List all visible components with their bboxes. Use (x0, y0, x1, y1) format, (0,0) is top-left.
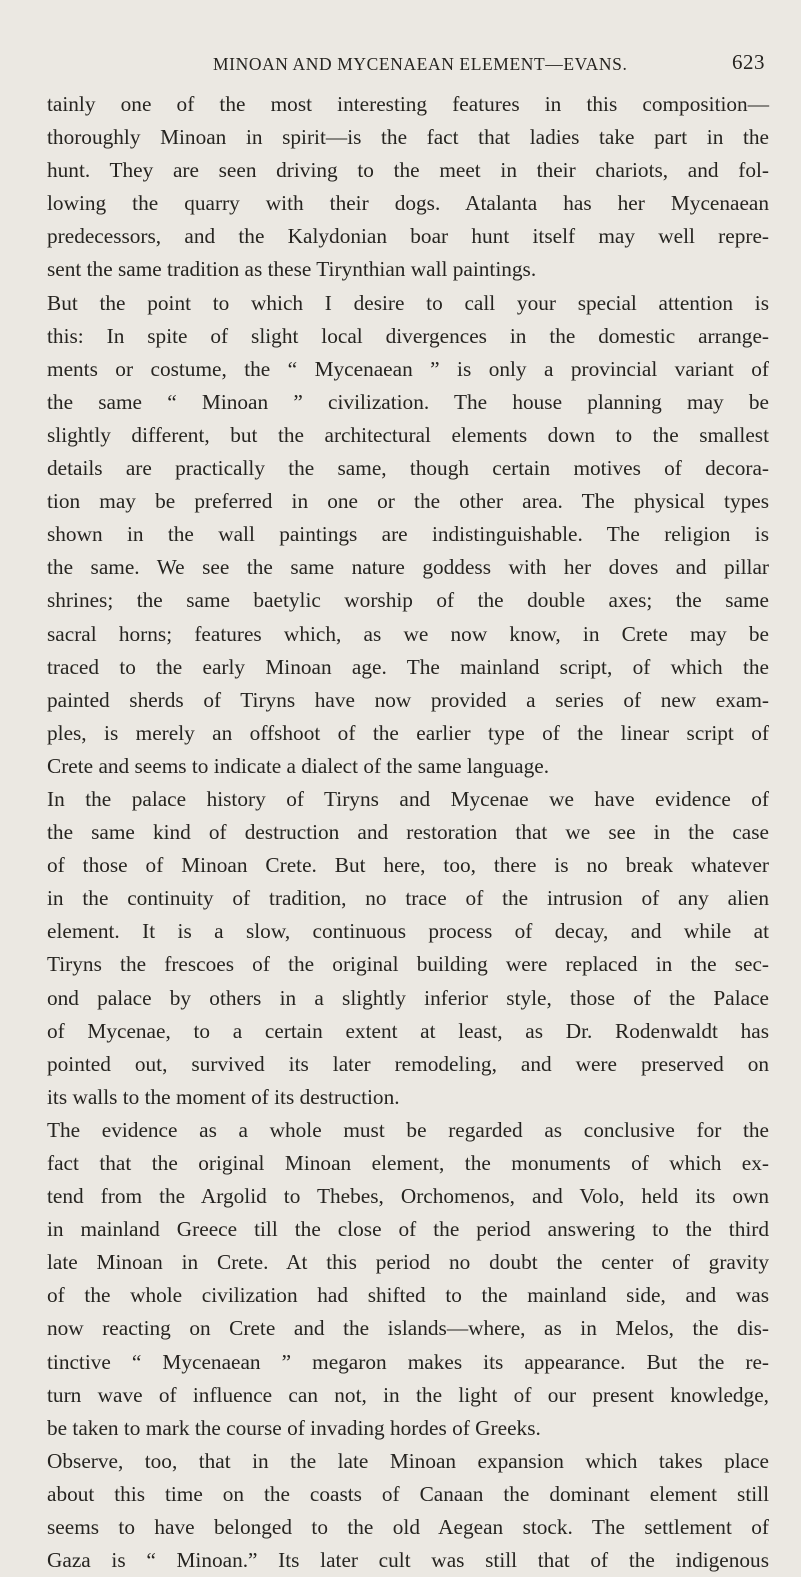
text-line: tion may be preferred in one or the other area. The physical types (47, 489, 769, 514)
text-line: pointed out, survived its later remodeling, and were preserved on (47, 1051, 769, 1076)
text-line: in the continuity of tradition, no trace of the intrusion of any alien (47, 886, 769, 911)
running-title: MINOAN AND MYCENAEAN ELEMENT—EVANS. (213, 54, 628, 74)
text-line: ments or costume, the “ Mycenaean ” is only a provincial variant of (47, 356, 769, 381)
text-line: the same kind of destruction and restoration that we see in the case (47, 820, 769, 845)
text-line: of the whole civilization had shifted to the mainland side, and was (47, 1283, 769, 1308)
text-line: of those of Minoan Crete. But here, too, there is no break whatever (47, 853, 769, 878)
text-line: now reacting on Crete and the islands—where, as in Melos, the dis- (47, 1316, 769, 1341)
text-line: slightly different, but the architectural elements down to the smallest (47, 422, 769, 447)
running-header (47, 46, 769, 80)
text-line: details are practically the same, though certain motives of decora- (47, 456, 769, 481)
text-line: lowing the quarry with their dogs. Atalanta has her Mycenaean (47, 191, 769, 216)
text-line: element. It is a slow, continuous process of decay, and while at (47, 919, 769, 944)
text-line: painted sherds of Tiryns have now provided a series of new exam- (47, 687, 769, 712)
text-line: turn wave of influence can not, in the light of our present knowledge, (47, 1382, 769, 1407)
text-line: be taken to mark the course of invading hordes of Greeks. (47, 1415, 541, 1440)
page-number: 623 (732, 50, 765, 74)
text-line: ond palace by others in a slightly inferior style, those of the Palace (47, 985, 769, 1010)
text-line: the same. We see the same nature goddess with her doves and pillar (47, 555, 769, 580)
text-line: shrines; the same baetylic worship of the double axes; the same (47, 588, 769, 613)
text-line: Crete and seems to indicate a dialect of the same language. (47, 753, 550, 778)
text-line: ples, is merely an offshoot of the earlier type of the linear script of (47, 720, 769, 745)
text-line: this: In spite of slight local divergences in the domestic arrange- (47, 323, 769, 348)
text-line: traced to the early Minoan age. The mainland script, of which the (47, 654, 769, 679)
text-line: In the palace history of Tiryns and Mycenae we have evidence of (47, 786, 769, 811)
text-line: Tiryns the frescoes of the original building were replaced in the sec- (47, 952, 769, 977)
text-line: the same “ Minoan ” civilization. The house planning may be (47, 389, 769, 414)
text-line: late Minoan in Crete. At this period no doubt the center of gravity (47, 1250, 769, 1275)
text-line: fact that the original Minoan element, the monuments of which ex- (47, 1151, 769, 1175)
text-line: seems to have belonged to the old Aegean stock. The settlement of (47, 1515, 769, 1540)
text-line: in mainland Greece till the close of the period answering to the third (47, 1217, 769, 1242)
text-line: predecessors, and the Kalydonian boar hunt itself may well repre- (47, 224, 769, 249)
text-line: Observe, too, that in the late Minoan expansion which takes place (47, 1448, 769, 1473)
text-line: hunt. They are seen driving to the meet in their chariots, and fol- (47, 158, 769, 183)
text-line: its walls to the moment of its destruction. (47, 1084, 400, 1109)
text-line: tinctive “ Mycenaean ” megaron makes its appearance. But the re- (47, 1349, 769, 1374)
text-line: about this time on the coasts of Canaan the dominant element still (47, 1481, 769, 1506)
text-line: The evidence as a whole must be regarded as conclusive for the (47, 1117, 769, 1142)
text-line: thoroughly Minoan in spirit—is the fact that ladies take part in the (47, 125, 769, 150)
text-line: tend from the Argolid to Thebes, Orchomenos, and Volo, held its own (47, 1184, 769, 1209)
text-line: shown in the wall paintings are indistinguishable. The religion is (47, 522, 769, 547)
text-line: sent the same tradition as these Tirynthian wall paintings. (47, 257, 537, 282)
text-line: tainly one of the most interesting features in this composition— (47, 92, 769, 116)
text-line: of Mycenae, to a certain extent at least, as Dr. Rodenwaldt has (47, 1018, 769, 1043)
text-line: But the point to which I desire to call your special attention is (47, 290, 769, 315)
body-text (47, 88, 769, 1577)
text-line: Gaza is “ Minoan.” Its later cult was still that of the indigenous (47, 1548, 769, 1573)
text-line: sacral horns; features which, as we now know, in Crete may be (47, 621, 769, 646)
